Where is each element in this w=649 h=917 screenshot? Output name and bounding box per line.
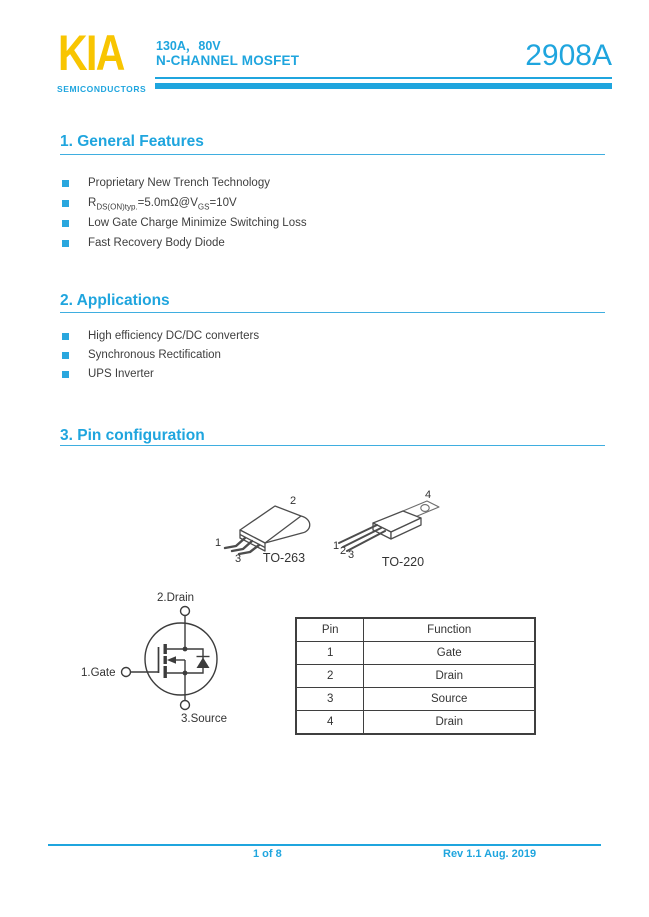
table-row: [296, 711, 535, 735]
to220-pin2-label: 2: [339, 545, 347, 557]
feature-text: Proprietary New Trench Technology: [88, 177, 270, 189]
to263-package-name: TO-263: [262, 551, 306, 565]
device-type: N-CHANNEL MOSFET: [156, 53, 300, 68]
pin-cell: 2: [296, 665, 364, 688]
feature-item: [62, 237, 225, 249]
table-header-row: [296, 618, 535, 642]
to263-pin2-label: 2: [289, 495, 297, 507]
table-row: [296, 642, 535, 665]
application-text: High efficiency DC/DC converters: [88, 330, 260, 342]
application-text: UPS Inverter: [88, 368, 154, 380]
symbol-drain-label: 2.Drain: [157, 592, 195, 604]
bullet-square-icon: [62, 180, 69, 187]
application-item: [62, 368, 154, 380]
pin-column-header: Pin: [296, 618, 364, 642]
device-rating: 130A，80V: [156, 39, 221, 53]
function-cell: Drain: [364, 665, 535, 688]
function-cell: Source: [364, 688, 535, 711]
mosfet-symbol-drawing: [78, 585, 293, 735]
application-text: Synchronous Rectification: [88, 349, 221, 361]
rds-subscript-2: GS: [197, 202, 210, 212]
footer-page-number: 1 of 8: [253, 848, 282, 860]
bullet-square-icon: [62, 371, 69, 378]
rds-mid: =5.0mΩ@V: [137, 197, 198, 209]
function-cell: Drain: [364, 711, 535, 735]
section-title-applications: 2. Applications: [60, 292, 170, 309]
bullet-square-icon: [62, 352, 69, 359]
bullet-square-icon: [62, 333, 69, 340]
table-row: [296, 688, 535, 711]
section-rule: [60, 445, 605, 446]
section-title-general-features: 1. General Features: [60, 133, 204, 150]
header-thin-rule: [155, 77, 612, 79]
symbol-source-label: 3.Source: [181, 713, 228, 725]
section-rule: [60, 312, 605, 313]
kia-logo: KIA: [58, 25, 124, 81]
application-item: [62, 349, 221, 361]
to220-pin1-label: 1: [332, 540, 340, 552]
feature-item: [62, 217, 307, 229]
feature-item-rds: [62, 197, 237, 212]
pin-function-table: [295, 617, 536, 735]
section-rule: [60, 154, 605, 155]
to263-pin1-label: 1: [214, 537, 222, 549]
part-number: 2908A: [525, 39, 612, 72]
table-row: [296, 665, 535, 688]
application-item: [62, 330, 259, 342]
bullet-square-icon: [62, 240, 69, 247]
feature-item: [62, 177, 270, 189]
to263-pin3-label: 3: [234, 553, 242, 565]
feature-text-rds: [88, 197, 237, 212]
to220-pin4-label: 4: [424, 489, 432, 501]
bullet-square-icon: [62, 200, 69, 207]
feature-text: Fast Recovery Body Diode: [88, 237, 225, 249]
logo-subtext: SEMICONDUCTORS: [57, 84, 147, 94]
footer-revision: Rev 1.1 Aug. 2019: [443, 848, 537, 860]
to220-package-drawing: [325, 486, 465, 582]
to220-pin3-label: 3: [347, 549, 355, 561]
header-accent-bar: [155, 83, 612, 89]
to263-package-drawing: [205, 488, 325, 570]
to220-package-name: TO-220: [381, 555, 425, 569]
pin-cell: 1: [296, 642, 364, 665]
pin-cell: 3: [296, 688, 364, 711]
pin-cell: 4: [296, 711, 364, 735]
rds-tail: =10V: [209, 197, 237, 209]
function-column-header: Function: [364, 618, 535, 642]
symbol-gate-label: 1.Gate: [81, 667, 116, 679]
footer-rule: [48, 844, 601, 846]
feature-text: Low Gate Charge Minimize Switching Loss: [88, 217, 307, 229]
rds-subscript-1: DS(ON)typ.: [96, 202, 138, 212]
function-cell: Gate: [364, 642, 535, 665]
bullet-square-icon: [62, 220, 69, 227]
section-title-pin-configuration: 3. Pin configuration: [60, 427, 205, 444]
rds-base: R: [88, 197, 97, 209]
